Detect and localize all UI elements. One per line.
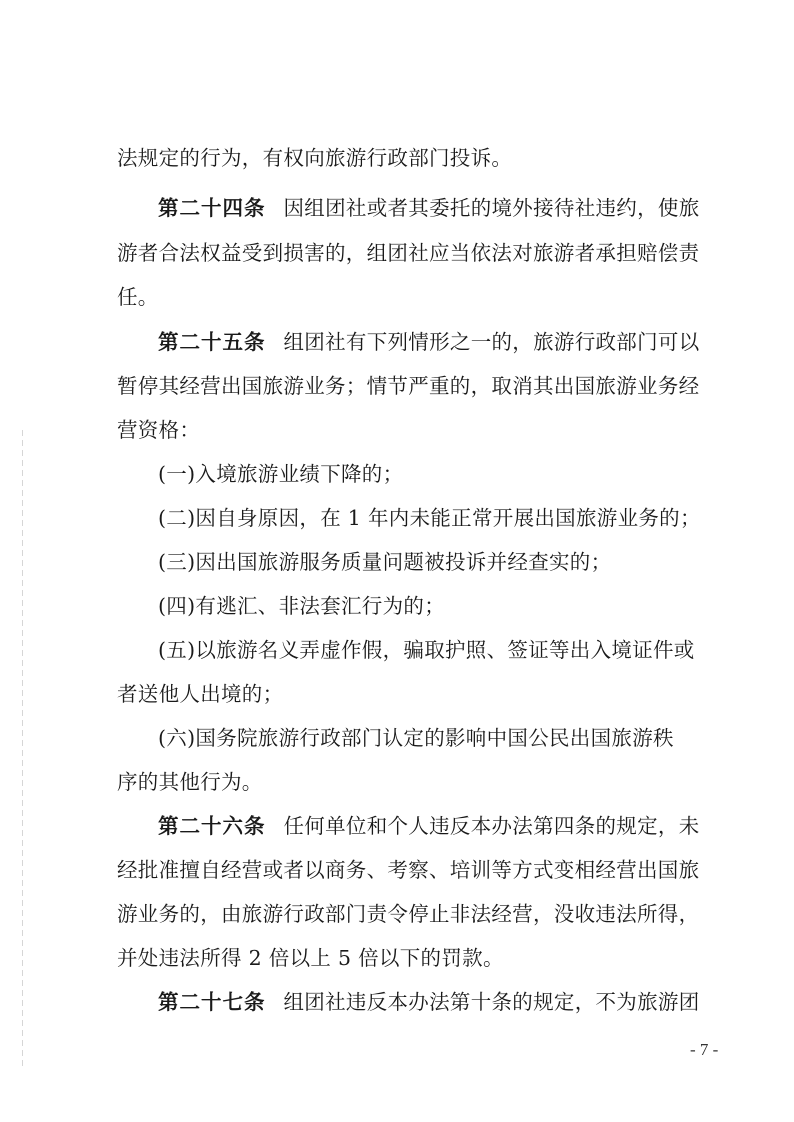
list-item: (三)因出国旅游服务质量问题被投诉并经查实的； [158, 550, 612, 574]
list-item: (一)入境旅游业绩下降的； [158, 462, 404, 486]
text-line: 营资格： [117, 418, 201, 442]
article-heading-line: 第二十五条 组团社有下列情形之一的，旅游行政部门可以 [158, 330, 700, 354]
article-label: 第二十七条 [158, 990, 266, 1014]
article-heading-line: 第二十四条 因组团社或者其委托的境外接待社违约，使旅 [158, 196, 700, 220]
article-label: 第二十四条 [158, 196, 266, 220]
list-item: (四)有逃汇、非法套汇行为的； [158, 594, 445, 618]
article-label: 第二十五条 [158, 330, 266, 354]
article-label: 第二十六条 [158, 814, 266, 838]
article-heading-line: 第二十七条 组团社违反本办法第十条的规定，不为旅游团 [158, 990, 700, 1014]
article-heading-line: 第二十六条 任何单位和个人违反本办法第四条的规定，未 [158, 814, 700, 838]
page-edge-mark [22, 430, 23, 1070]
text-line: 法规定的行为，有权向旅游行政部门投诉。 [117, 146, 513, 170]
text-line: 经批准擅自经营或者以商务、考察、培训等方式变相经营出国旅 [117, 858, 700, 882]
text-line: 任。 [117, 285, 159, 309]
text-line: 游业务的，由旅游行政部门责令停止非法经营，没收违法所得， [117, 902, 700, 926]
list-item: (六)国务院旅游行政部门认定的影响中国公民出国旅游秩 [158, 726, 674, 750]
text-line: 游者合法权益受到损害的，组团社应当依法对旅游者承担赔偿责 [117, 241, 700, 265]
text-line: 者送他人出境的； [117, 682, 284, 706]
text-line: 序的其他行为。 [117, 770, 263, 794]
text-line: 并处违法所得 2 倍以上 5 倍以下的罚款。 [117, 946, 504, 970]
list-item: (二)因自身原因，在 1 年内未能正常开展出国旅游业务的； [158, 506, 701, 530]
text-line: 暂停其经营出国旅游业务；情节严重的，取消其出国旅游业务经 [117, 374, 700, 398]
list-item: (五)以旅游名义弄虚作假，骗取护照、签证等出入境证件或 [158, 638, 695, 662]
page-number: - 7 - [690, 1040, 719, 1059]
